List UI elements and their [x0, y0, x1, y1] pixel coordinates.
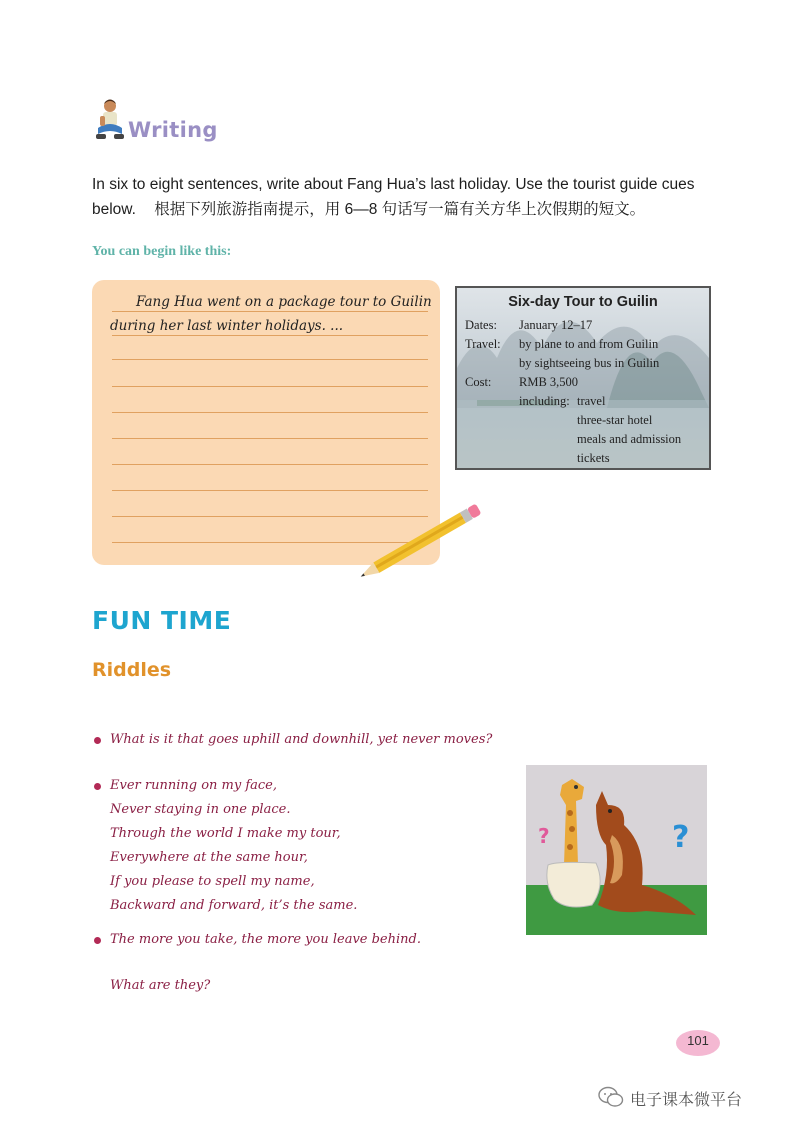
tour-guide-box [455, 286, 711, 470]
page-number: 101 [687, 1033, 709, 1048]
including-item-tickets: tickets [577, 451, 610, 465]
wechat-icon [598, 1086, 624, 1108]
card-rule-line [112, 386, 428, 387]
fun-time-title: FUN TIME [92, 606, 232, 635]
giraffe-kangaroo-illustration [526, 765, 707, 935]
pencil-icon [346, 502, 496, 584]
including-item-travel: travel [577, 394, 606, 408]
card-rule-line [112, 438, 428, 439]
travel-value-2: by sightseeing bus in Guilin [519, 356, 660, 370]
card-rule-line [112, 359, 428, 360]
card-rule-line [112, 412, 428, 413]
card-rule-line [112, 490, 428, 491]
writing-instructions [92, 172, 722, 222]
riddle-question: What are they? [110, 978, 211, 993]
card-line-2: during her last winter holidays. ... [110, 318, 344, 334]
cost-label: Cost: [465, 375, 492, 389]
including-item-meals: meals and admission [577, 432, 682, 446]
student-sitting-icon [92, 98, 126, 144]
bullet-icon [94, 937, 101, 944]
riddle-2-line-1: Ever running on my face, [110, 778, 277, 793]
riddle-2-line-5: If you please to spell my name, [110, 874, 315, 889]
instructions-chinese: 根据下列旅游指南提示，用 6—8 句话写一篇有关方华上次假期的短文。 [154, 201, 646, 218]
tour-title: Six-day Tour to Guilin [508, 294, 658, 310]
travel-value-1: by plane to and from Guilin [519, 337, 659, 351]
bullet-icon [94, 783, 101, 790]
travel-label: Travel: [465, 337, 501, 351]
instructions-english: In six to eight sentences, write about Fang Hua’s last holiday. Use the tourist guide cues below. [92, 176, 695, 218]
riddles-title: Riddles [92, 659, 172, 681]
riddle-3: The more you take, the more you leave behind. [110, 932, 421, 947]
riddle-1: What is it that goes uphill and downhill, yet never moves? [110, 732, 493, 747]
begin-prompt: You can begin like this: [92, 244, 232, 259]
riddle-2-line-6: Backward and forward, it’s the same. [110, 898, 358, 913]
svg-text:?: ? [672, 820, 690, 855]
dates-value: January 12–17 [519, 318, 593, 332]
writing-title: Writing [128, 118, 218, 142]
card-sample-text [110, 290, 432, 338]
dates-label: Dates: [465, 318, 497, 332]
cost-value: RMB 3,500 [519, 375, 579, 389]
riddle-2-line-2: Never staying in one place. [110, 802, 291, 817]
riddle-2-line-4: Everywhere at the same hour, [110, 850, 308, 865]
watermark-text: 电子课本微平台 [630, 1090, 743, 1109]
card-rule-line [112, 464, 428, 465]
svg-text:?: ? [538, 824, 550, 848]
card-line-1: Fang Hua went on a package tour to Guilin [136, 294, 432, 310]
bullet-icon [94, 737, 101, 744]
including-item-hotel: three-star hotel [577, 413, 653, 427]
including-label: including: [519, 394, 570, 408]
riddle-2-line-3: Through the world I make my tour, [110, 826, 341, 841]
